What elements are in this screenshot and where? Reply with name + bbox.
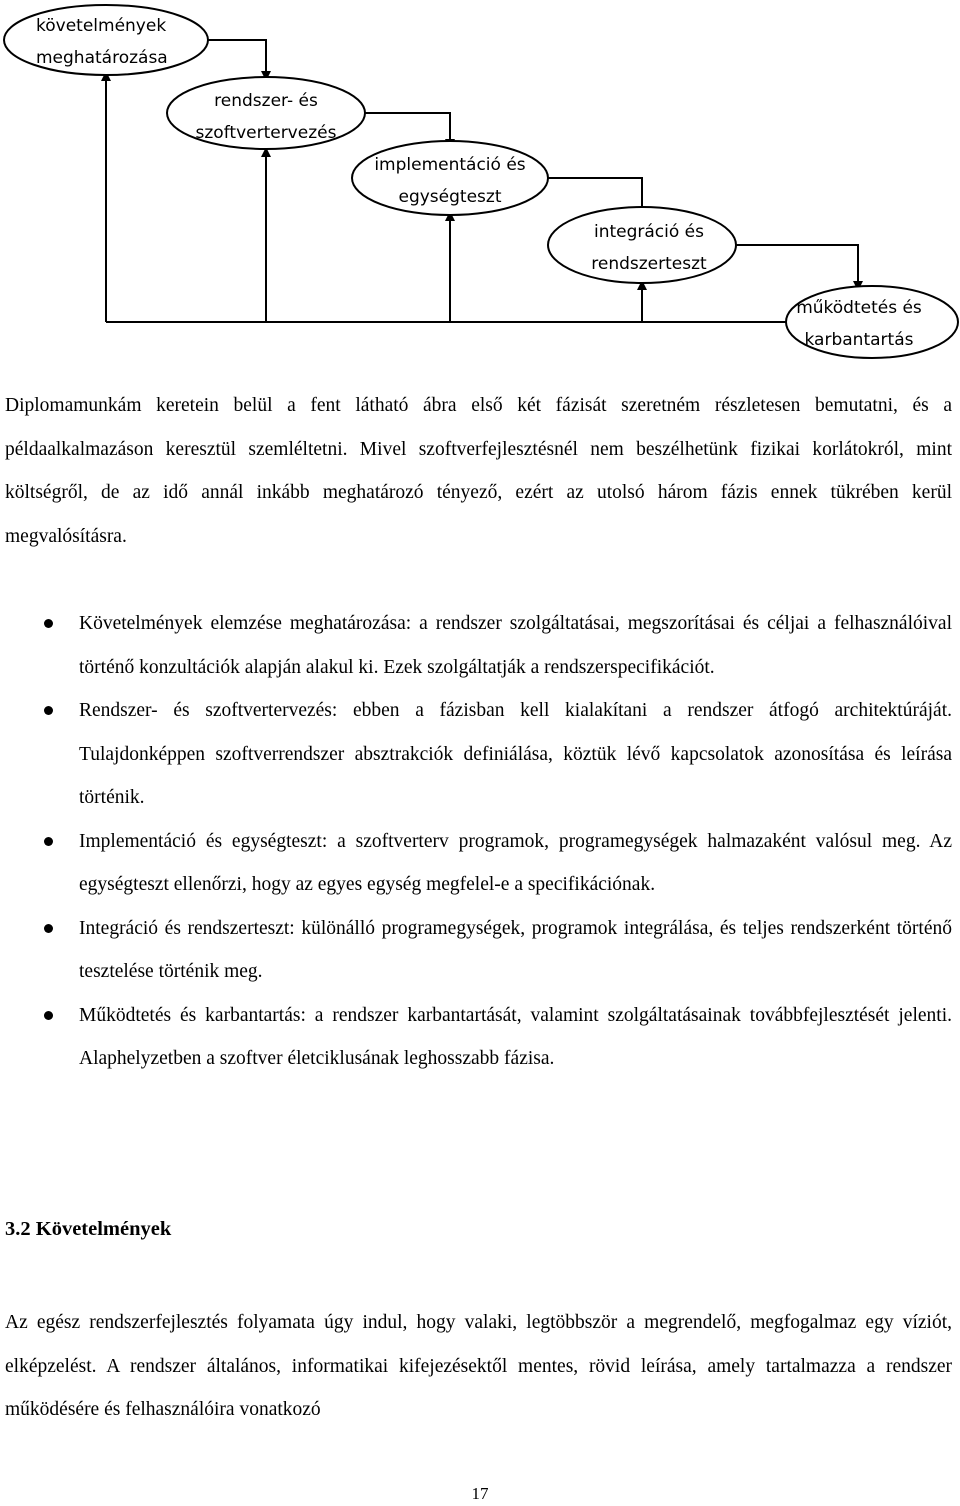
phase-node-integration: [548, 207, 736, 283]
phase-label-line: egységteszt: [398, 187, 502, 207]
phase-node-implementation: [352, 141, 548, 215]
list-item: [0, 994, 952, 1081]
phase-node-operation: [786, 286, 958, 358]
section-paragraph: Az egész rendszerfejlesztés folyamata úgy indul, hogy valaki, legtöbbször a megrendelő, megfogalmaz egy víziót, elképzelést. A rendszer általános, informatikai kifejezésektől mentes, rövid leírása, amely tartalmazza a rendszer működésére és felhasználóira vonatkozó: [5, 1312, 952, 1420]
list-item-text: Implementáció és egységteszt: a szoftverterv programok, programegységek halmazaként valósul meg. Az egységteszt ellenőrzi, hogy az egyes egység megfelel-e a specifikációnak.: [79, 830, 952, 895]
list-item: [0, 689, 952, 820]
phase-label-line: működtetés és: [796, 298, 922, 318]
list-item: [0, 820, 952, 907]
phase-label-line: implementáció és: [374, 155, 526, 175]
phase-label-line: rendszer- és: [214, 91, 318, 111]
bullet-icon: [44, 924, 53, 933]
phase-description-list: [0, 602, 952, 1081]
phase-label-line: karbantartás: [804, 330, 914, 350]
phase-label-line: szoftvertervezés: [195, 123, 337, 143]
phase-node-requirements: [4, 5, 208, 75]
list-item-text: Integráció és rendszerteszt: különálló programegységek, programok integrálása, és teljes rendszerként történő tesztelése történik meg.: [79, 917, 952, 982]
bullet-icon: [44, 837, 53, 846]
list-item-text: Rendszer- és szoftvertervezés: ebben a fázisban kell kialakítani a rendszer átfogó architektúráját. Tulajdonképpen szoftverrendszer absztrakciók definiálása, köztük lévő kapcsolatok azonosítása és leírása történik.: [79, 700, 952, 808]
list-item-text: Működtetés és karbantartás: a rendszer karbantartását, valamint szolgáltatásainak továbbfejlesztését jelenti. Alaphelyzetben a szoftver életciklusának leghosszabb fázisa.: [79, 1004, 952, 1069]
phase-label-line: rendszerteszt: [591, 254, 707, 274]
phase-label-line: meghatározása: [36, 48, 168, 68]
intro-paragraph: Diplomamunkám keretein belül a fent látható ábra első két fázisát szeretném részletesen bemutatni, és a példaalkalmazáson keresztül szemléltetni. Mivel szoftverfejlesztésnél nem beszélhetünk fizikai korlátokról, mint költségről, de az idő annál inkább meghatározó tényező, ezért az utolsó három fázis ennek tükrében kerül megvalósításra.: [5, 395, 952, 547]
arrow-phase1-to-phase2: [208, 40, 266, 76]
phase-label-line: integráció és: [593, 222, 705, 242]
list-item-text: Követelmények elemzése meghatározása: a rendszer szolgáltatásai, megszorításai és céljai a felhasználóival történő konzultációk alapján alakul ki. Ezek szolgáltatják a rendszerspecifikációt.: [79, 613, 952, 678]
phase-label-line: követelmények: [36, 16, 167, 36]
waterfall-diagram: [0, 0, 960, 365]
arrow-phase4-to-phase5: [736, 245, 858, 286]
bullet-icon: [44, 706, 53, 715]
section-heading: 3.2 Követelmények: [5, 1218, 172, 1240]
phase-node-design: [167, 77, 365, 149]
list-item: [0, 907, 952, 994]
list-item: [0, 602, 952, 689]
bullet-icon: [44, 619, 53, 628]
bullet-icon: [44, 1011, 53, 1020]
arrow-phase2-to-phase3: [365, 113, 450, 144]
page-number: 17: [471, 1484, 489, 1503]
